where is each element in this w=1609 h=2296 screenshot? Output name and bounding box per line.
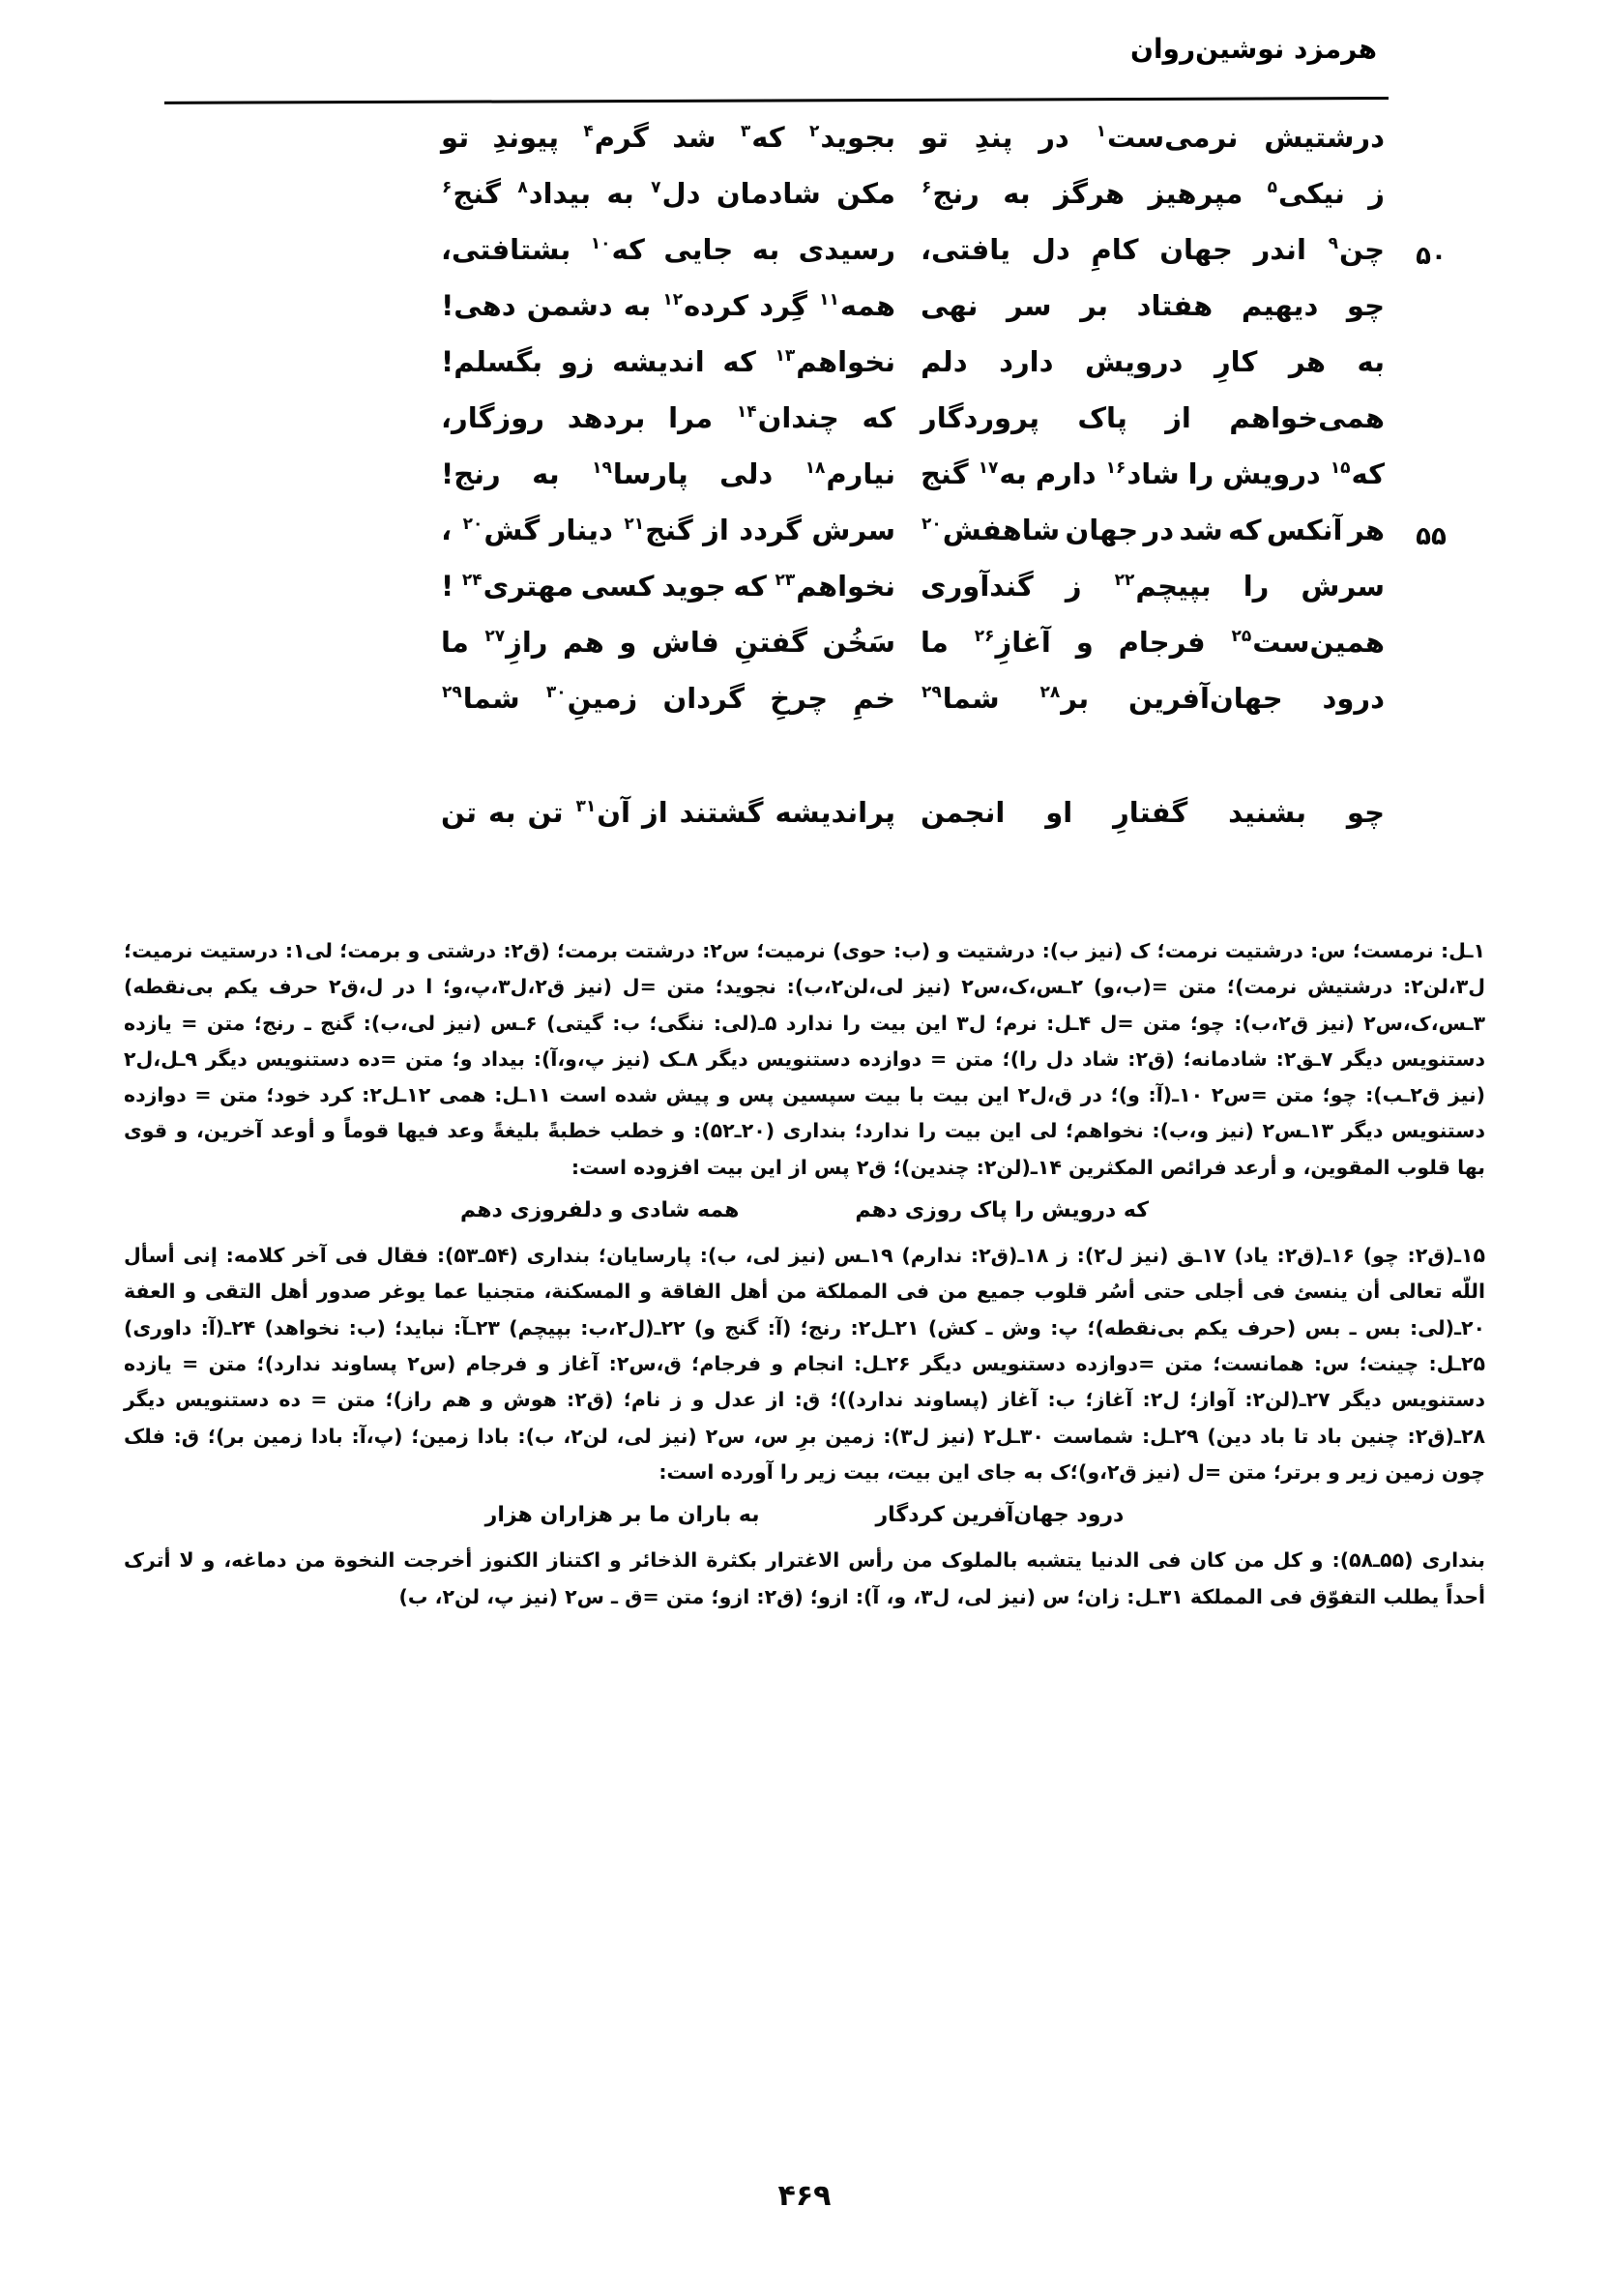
quoted-hemistich-first: درود جهان‌آفرین کردگار bbox=[875, 1503, 1125, 1528]
hemistich-first bbox=[895, 457, 1385, 490]
hemistich-first bbox=[895, 516, 1385, 545]
verse-number: ۵۵ bbox=[1416, 522, 1447, 551]
verse-word: که$^{۱۰}$ bbox=[590, 233, 645, 266]
footnote-marker: ۴ bbox=[583, 122, 594, 142]
verse-word: دینار bbox=[549, 514, 613, 546]
verse-word: از bbox=[703, 514, 729, 546]
verse-word: که bbox=[862, 401, 895, 434]
footnote-marker: ۲۲ bbox=[1114, 571, 1135, 591]
verse-word: کامِ bbox=[1091, 233, 1139, 266]
quoted-hemistich-second: به باران ما بر هزاران هزار bbox=[484, 1503, 760, 1528]
verse-word: هرگز bbox=[1054, 177, 1126, 210]
hemistich-first bbox=[895, 233, 1385, 266]
verse-word: فاش bbox=[651, 626, 719, 659]
verse-word: شاد$^{۱۶}$ bbox=[1105, 457, 1180, 490]
verse-word: به bbox=[532, 457, 560, 490]
verse-word: به bbox=[488, 796, 516, 829]
verse-word: به bbox=[751, 233, 780, 266]
footnote-marker: ۷ bbox=[651, 178, 661, 198]
verse-word: رازِ$^{۲۷}$ bbox=[484, 626, 548, 659]
verse-word: به$^{۱۷}$ bbox=[978, 457, 1027, 490]
verse-word: آنکس bbox=[1266, 514, 1343, 546]
verse-word: شد bbox=[1179, 514, 1223, 546]
verse-word: اندیشه bbox=[612, 345, 705, 378]
verse-word: زو bbox=[560, 345, 595, 378]
footnote-marker: ۱۵ bbox=[1330, 458, 1351, 479]
footnote-marker: ۱۰ bbox=[590, 234, 611, 254]
verse-word: نهی bbox=[921, 289, 979, 322]
footnote-marker: ۱۹ bbox=[592, 458, 612, 479]
footnote-marker: ۶ bbox=[442, 178, 453, 198]
verse-word: بیداد$^۸$ bbox=[517, 177, 592, 210]
apparatus-paragraph: بنداری (۵۵ـ۵۸): و کل من کان فی الدنیا یتشبه بالملوک من رأس الاغترار بکثرة الذخائر و اکتناز الکنوز أخرجت النخوة من دماغه، و لا أترک أحداً یطلب التفوّق فی المملکة ۳۱ـل: زان؛ س (نیز لی، ل۳، و، آ): ازو؛ (ق۲: ازو؛ متن =ق ـ س۲ (نیز پ، لن۲، ب) bbox=[124, 1548, 1486, 1608]
hemistich-second bbox=[441, 401, 895, 434]
hemistich-first bbox=[895, 682, 1385, 715]
footnote-marker: ۲ bbox=[808, 122, 820, 142]
verse-line bbox=[242, 233, 1447, 292]
verse-word: درویش bbox=[1222, 457, 1321, 490]
hemistich-first bbox=[895, 121, 1385, 154]
footnote-marker: ۹ bbox=[1328, 234, 1338, 254]
verse-word: پارسا$^{۱۹}$ bbox=[592, 457, 688, 490]
verse-word: پاک bbox=[1077, 401, 1127, 434]
hemistich-first bbox=[895, 345, 1385, 378]
verse-word: دلم bbox=[921, 345, 968, 378]
verse-word: گِرد bbox=[759, 289, 807, 322]
verse-word: دل$^۷$ bbox=[651, 177, 701, 210]
verse-line bbox=[242, 177, 1385, 236]
verse-word: آن$^{۳۱}$ bbox=[575, 796, 630, 829]
hemistich-second bbox=[441, 121, 895, 154]
verse-line bbox=[242, 345, 1385, 404]
verse-word: دارم bbox=[1035, 457, 1097, 490]
hemistich-second bbox=[441, 516, 895, 545]
verse-word: شد bbox=[672, 121, 717, 154]
footnote-marker: ۲۵ bbox=[1231, 627, 1252, 647]
verse-word: هم bbox=[563, 626, 604, 659]
running-head: هرمزد نوشین‌روان bbox=[1130, 33, 1377, 65]
verse-word: گش$^{۲۰}$ bbox=[462, 514, 541, 546]
verse-word: انجمن bbox=[921, 796, 1006, 829]
verse-word: جهان bbox=[1065, 514, 1139, 546]
hemistich-second bbox=[441, 682, 895, 715]
verse-word: جوید bbox=[661, 570, 726, 603]
verse-word: گردد bbox=[739, 514, 802, 546]
verse-word: گندآوری bbox=[921, 570, 1034, 603]
hemistich-first bbox=[895, 626, 1385, 659]
footnote-marker: ۱ bbox=[1096, 122, 1106, 142]
verse-word: ، bbox=[441, 514, 453, 546]
verse-word: خمِ bbox=[853, 682, 895, 715]
verse-word: درشتیش bbox=[1264, 121, 1385, 154]
verse-word: در bbox=[1039, 121, 1069, 154]
verse-word: و bbox=[1075, 626, 1094, 659]
hemistich-first bbox=[895, 570, 1385, 603]
verse-word: فرجام bbox=[1118, 626, 1206, 659]
verse-word: سرش bbox=[1301, 570, 1385, 603]
verse-word: مهتری$^{۲۴}$ bbox=[461, 570, 574, 603]
folio-number: ۴۶۹ bbox=[777, 2179, 832, 2213]
footnote-marker: ۲۹ bbox=[922, 683, 942, 703]
verse-word: آغازِ$^{۲۶}$ bbox=[974, 626, 1051, 659]
verse-word: جهان‌آفرین bbox=[1128, 682, 1283, 715]
footnote-marker: ۲۱ bbox=[624, 515, 645, 535]
running-head-zone bbox=[0, 33, 1609, 108]
verse-word: پیوندِ bbox=[492, 121, 559, 154]
verse-word: که$^۳$ bbox=[740, 121, 785, 154]
verse-word: نخواهم$^{۲۳}$ bbox=[775, 570, 895, 603]
verse-word: پندِ bbox=[974, 121, 1013, 154]
verse-word: تن bbox=[441, 796, 477, 829]
verse-word: که bbox=[1228, 514, 1262, 546]
verse-word: نرمی‌ست$^۱$ bbox=[1096, 121, 1239, 154]
verse-word: را bbox=[1187, 457, 1214, 490]
verse-word: تو bbox=[441, 121, 470, 154]
verse-word: بردهد bbox=[567, 401, 646, 434]
verse-word: هر bbox=[1288, 345, 1327, 378]
verse-word: سَخُن bbox=[822, 626, 895, 659]
hemistich-second bbox=[441, 289, 895, 322]
verse-word: نیکی$^۵$ bbox=[1267, 177, 1345, 210]
verse-line bbox=[242, 401, 1385, 460]
verse-word: گفتارِ bbox=[1113, 796, 1188, 829]
footnote-marker: ۲۷ bbox=[484, 627, 506, 647]
verse-word: رنج! bbox=[441, 457, 501, 490]
verse-word: از bbox=[1165, 401, 1191, 434]
verse-line bbox=[242, 289, 1385, 348]
verse-line bbox=[242, 570, 1385, 629]
verse-word: که$^{۱۵}$ bbox=[1330, 457, 1385, 490]
footnote-marker: ۱۱ bbox=[819, 290, 839, 310]
hemistich-first bbox=[895, 401, 1385, 434]
verse-word: به bbox=[623, 289, 652, 322]
verse-word: مپرهیز bbox=[1148, 177, 1243, 210]
verse-word: بشنید bbox=[1228, 796, 1306, 829]
verse-word: گفتنِ bbox=[734, 626, 807, 659]
hemistich-second bbox=[441, 345, 895, 378]
verse-word: ز bbox=[1368, 177, 1385, 210]
verse-word: دیهیم bbox=[1241, 289, 1319, 322]
verse-word: بر bbox=[1080, 289, 1109, 322]
verse-word: گردان bbox=[662, 682, 745, 715]
verse-word: بر$^{۲۸}$ bbox=[1039, 682, 1090, 715]
verse-word: دل bbox=[1031, 233, 1070, 266]
verse-word: بگسلم! bbox=[441, 345, 543, 378]
verse-word: ما bbox=[921, 626, 949, 659]
stanza-gap bbox=[242, 741, 1385, 799]
apparatus-quoted-verse bbox=[124, 1496, 1485, 1535]
verse-word: ز bbox=[1065, 570, 1082, 603]
verse-word: شما$^{۲۹}$ bbox=[922, 682, 1000, 715]
verse-word: بپیچم$^{۲۲}$ bbox=[1114, 570, 1212, 603]
verse-line bbox=[242, 796, 1385, 855]
hemistich-second bbox=[441, 457, 895, 490]
verse-word: که bbox=[722, 345, 756, 378]
verse-word: را bbox=[1243, 570, 1270, 603]
verse-word: سر bbox=[1007, 289, 1052, 322]
verse-word: همی‌خواهم bbox=[1229, 401, 1385, 434]
verse-word: کارِ bbox=[1214, 345, 1258, 378]
verse-line bbox=[242, 457, 1385, 516]
footnote-marker: ۱۶ bbox=[1105, 458, 1126, 479]
verse-word: دلی bbox=[719, 457, 774, 490]
verse-word: جایی bbox=[663, 233, 734, 266]
footnote-marker: ۲۶ bbox=[974, 627, 995, 647]
verse-word: ! bbox=[441, 570, 454, 603]
verse-line bbox=[242, 514, 1447, 573]
verse-word: از bbox=[642, 796, 668, 829]
footnote-marker: ۱۷ bbox=[978, 458, 999, 479]
footnote-marker: ۲۰ bbox=[462, 515, 483, 535]
verse-word: هر bbox=[1347, 514, 1385, 546]
hemistich-second bbox=[441, 570, 895, 603]
verse-word: اندر bbox=[1253, 233, 1306, 266]
verse-word: بشتافتی، bbox=[441, 233, 571, 266]
footnote-marker: ۲۳ bbox=[775, 571, 796, 591]
verse-word: زمینِ$^{۳۰}$ bbox=[545, 682, 638, 715]
header-rule bbox=[164, 97, 1389, 104]
footnote-marker: ۲۰ bbox=[922, 515, 942, 535]
verse-word: که bbox=[733, 570, 767, 603]
hemistich-second bbox=[441, 177, 895, 210]
footnote-marker: ۱۴ bbox=[736, 402, 757, 423]
verse-word: کرده$^{۱۲}$ bbox=[662, 289, 749, 322]
verse-word: به bbox=[606, 177, 634, 210]
verse-word: نیارم$^{۱۸}$ bbox=[804, 457, 895, 490]
verse-word: به bbox=[1003, 177, 1031, 210]
verse-word: گنج bbox=[921, 457, 969, 490]
verse-word: شادمان bbox=[716, 177, 821, 210]
verse-word: درود bbox=[1322, 682, 1385, 715]
verse-word: ما bbox=[441, 626, 469, 659]
verse-word: مکن bbox=[836, 177, 895, 210]
verse-word: رسیدی bbox=[798, 233, 895, 266]
verse-word: کسی bbox=[580, 570, 655, 603]
verse-word: تن bbox=[527, 796, 564, 829]
verse-word: چندان$^{۱۴}$ bbox=[736, 401, 839, 434]
verse-word: درویش bbox=[1084, 345, 1184, 378]
verse-word: رنج$^۶$ bbox=[922, 177, 980, 210]
verse-word: گنج$^۶$ bbox=[442, 177, 501, 210]
footnote-marker: ۱۲ bbox=[662, 290, 684, 310]
verse-word: تو bbox=[921, 121, 950, 154]
verse-number: ۵۰ bbox=[1416, 242, 1447, 271]
apparatus-criticus bbox=[124, 933, 1485, 1615]
hemistich-first bbox=[895, 796, 1385, 829]
verse-word: چن$^۹$ bbox=[1328, 233, 1385, 266]
verse-word: جهان bbox=[1159, 233, 1233, 266]
verse-word: چو bbox=[1346, 796, 1385, 829]
verse-word: هفتاد bbox=[1136, 289, 1214, 322]
verse-word: به bbox=[1357, 345, 1385, 378]
verse-word: روزگار، bbox=[441, 401, 544, 434]
hemistich-second bbox=[441, 796, 895, 829]
footnote-marker: ۲۸ bbox=[1039, 683, 1061, 703]
verse-line bbox=[242, 626, 1385, 685]
verse-word: مرا bbox=[668, 401, 714, 434]
verse-word: دهی! bbox=[441, 289, 516, 322]
verse-word: گشتند bbox=[679, 796, 764, 829]
footnote-marker: ۲۴ bbox=[461, 571, 483, 591]
verse-word: و bbox=[619, 626, 637, 659]
apparatus-quoted-verse bbox=[124, 1192, 1485, 1230]
footnote-marker: ۳۱ bbox=[575, 797, 597, 817]
verse-word: گنج$^{۲۱}$ bbox=[624, 514, 693, 546]
apparatus-paragraph: ۱ـل: نرمست؛ س: درشتیت نرمت؛ ک (نیز ب): درشتیت و (ب: حوی) نرمیت؛ س۲: درشتت برمت؛ (ق۲: درشتی و برمت؛ لی۱: درستیت نرمیت؛ ل۳،لن۲: درشتیش نرمت)؛ متن =(ب،و) ۲ـس،ک،س۲ (نیز لی،لن۲،ب): نجوید؛ متن =ل (نیز ق۲،ل۳،پ،و؛ ا در ل،ق۲ حرف یکم بی‌نقطه) ۳ـس،ک،س۲ (نیز ق۲،ب): چو؛ متن =ل ۴ـل: نرم؛ ل۳ این بیت را ندارد ۵ـ(لی: ننگی؛ ب: گیتی) ۶ـس (نیز لی،ب): گنج ـ رنج؛ متن = یازده دستنویس دیگر ۷ـق۲: شادمانه؛ (ق۲: شاد دل را)؛ متن = دوازده دستنویس دیگر ۸ـک (نیز پ،و،آ): بیداد و؛ متن =ده دستنویس دیگر ۹ـل،ل۲ (نیز ق۲ـب): چو؛ متن =س۲ ۱۰ـ(آ: و)؛ در ق،ل۲ این بیت با بیت سپسین پس و پیش شده است ۱۱ـل: همی ۱۲ـل۲: کرد خود؛ متن = دوازده دستنویس دیگر ۱۳ـس۲ (نیز و،ب): نخواهم؛ لی این بیت را ندارد؛ بنداری (۲۰ـ۵۲): و خطب خطبةً بلیغةً وعد فیها قوماً و أوعد آخرین، و قوی بها قلوب المقوین، و أرعد فرائص المکثرین ۱۴ـ(لن۲: چندین)؛ ق۲ پس از این بیت افزوده است: bbox=[124, 939, 1486, 1179]
verse-word: همه$^{۱۱}$ bbox=[819, 289, 895, 322]
footnote-marker: ۱۳ bbox=[775, 346, 796, 367]
verse-line bbox=[242, 682, 1385, 741]
verse-word: شاهفش$^{۲۰}$ bbox=[922, 514, 1061, 546]
footnote-marker: ۵ bbox=[1267, 178, 1278, 198]
verse-word: گرم$^۴$ bbox=[583, 121, 649, 154]
quoted-hemistich-first: که درویش را پاک روزی دهم bbox=[855, 1198, 1150, 1223]
verse-word: پروردگار bbox=[921, 401, 1039, 434]
verse-word: شما$^{۲۹}$ bbox=[442, 682, 520, 715]
verse-word: یافتی، bbox=[921, 233, 1010, 266]
quoted-hemistich-second: همه شادی و دلفروزی دهم bbox=[460, 1198, 740, 1223]
footnote-marker: ۶ bbox=[922, 178, 932, 198]
hemistich-first bbox=[895, 177, 1385, 210]
verse-word: بجوید$^۲$ bbox=[808, 121, 895, 154]
hemistich-first bbox=[895, 289, 1385, 322]
footnote-marker: ۲۹ bbox=[442, 683, 462, 703]
footnote-marker: ۱۸ bbox=[804, 458, 826, 479]
verse-word: سرش bbox=[811, 514, 895, 546]
footnote-marker: ۳ bbox=[740, 122, 751, 142]
footnote-marker: ۸ bbox=[517, 178, 528, 198]
verse-word: در bbox=[1143, 514, 1175, 546]
apparatus-paragraph: ۱۵ـ(ق۲: چو) ۱۶ـ(ق۲: یاد) ۱۷ـق (نیز ل۲): ز ۱۸ـ(ق۲: ندارم) ۱۹ـس (نیز لی، ب): پارسایان؛ بنداری (۵۴ـ۵۳): فقال فی آخر کلامه: إنی أسأل اللّه تعالی أن ینسئ فی أجلی حتی أسُر قلوب جمیع من فی المملکة من أهل الفاقة و المسکنة، متجنیا عما یوغر صدور أهل التقی و العفة ۲۰ـ(لی: بس ـ بس (حرف یکم بی‌نقطه)؛ پ: وش ـ کش) ۲۱ـل۲: رنج؛ (آ: گنج و) ۲۲ـ(ل۲،ب: بپیچم) ۲۳ـآ: نباید؛ (ب: نخواهد) ۲۴ـ(آ: داوری) ۲۵ـل: چینت؛ س: همانست؛ متن =دوازده دستنویس دیگر ۲۶ـل: انجام و فرجام؛ ق،س۲: آغاز و فرجام (س۲ پساوند ندارد)؛ متن = یازده دستنویس دیگر ۲۷ـ(لن۲: آواز؛ ل۲: آغاز؛ ب: آغاز (پساوند ندارد))؛ ق: از عدل و ز نام؛ (ق۲: هوش و هم راز)؛ متن = ده دستنویس دیگر ۲۸ـ(ق۲: چنین باد تا باد دین) ۲۹ـل: شماست ۳۰ـل۲ (نیز ل۳): زمین برِ س، س۲ (نیز لی، لن۲، ب): بادا زمین؛ (پ،آ: بادا زمین بر)؛ ق: فلک چون زمین زیر و برتر؛ متن =ل (نیز ق۲،و)؛ک به جای این بیت، بیت زیر را آورده است: bbox=[124, 1244, 1485, 1484]
verse-block bbox=[242, 121, 1447, 855]
hemistich-second bbox=[441, 233, 895, 266]
verse-word: دارد bbox=[999, 345, 1054, 378]
verse-word: پراندیشه bbox=[775, 796, 895, 829]
verse-word: چرخِ bbox=[770, 682, 829, 715]
footnote-marker: ۳۰ bbox=[545, 683, 567, 703]
verse-word: چو bbox=[1346, 289, 1385, 322]
verse-word: نخواهم$^{۱۳}$ bbox=[775, 345, 895, 378]
verse-word: او bbox=[1045, 796, 1073, 829]
verse-word: همین‌ست$^{۲۵}$ bbox=[1231, 626, 1385, 659]
verse-line bbox=[242, 121, 1385, 180]
verse-word: دشمن bbox=[526, 289, 613, 322]
hemistich-second bbox=[441, 626, 895, 659]
